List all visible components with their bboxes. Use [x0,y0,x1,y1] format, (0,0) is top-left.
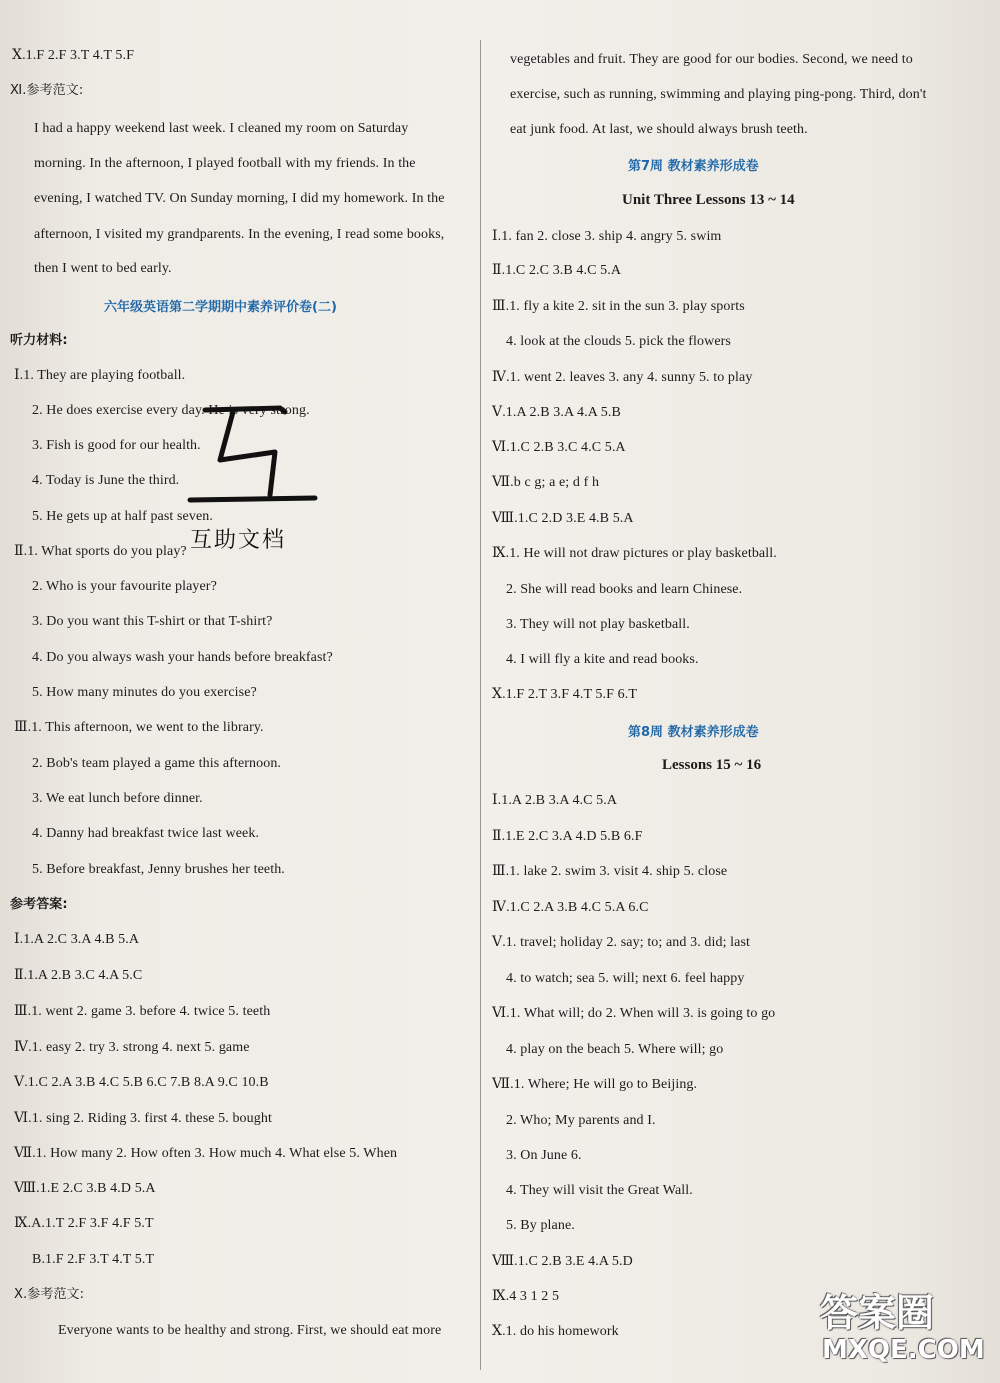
answer-line: Ⅵ.1. What will; do 2. When will 3. is going to go [492,1006,776,1021]
answer-line: B.1.F 2.F 3.T 4.T 5.T [32,1252,155,1267]
answer-line: Ⅱ.1.A 2.B 3.C 4.A 5.C [14,968,143,983]
answer-line: Ⅴ.1. travel; holiday 2. say; to; and 3. did; last [492,935,751,950]
answer-line: 3. Do you want this T-shirt or that T-shirt? [32,614,273,629]
answer-line: Ⅸ.4 3 1 2 5 [492,1289,560,1304]
answer-line: Ⅷ.1.C 2.B 3.E 4.A 5.D [492,1254,633,1269]
essay-line: evening, I watched TV. On Sunday morning, I did my homework. In the [34,191,445,206]
answer-line: Ⅰ.1. fan 2. close 3. ship 4. angry 5. swim [492,229,722,244]
answer-line: 5. Before breakfast, Jenny brushes her teeth. [32,862,285,877]
essay-line: I had a happy weekend last week. I cleaned my room on Saturday [34,121,409,136]
answer-line: Ⅷ.1.E 2.C 3.B 4.D 5.A [14,1181,156,1196]
unit-heading: Unit Three Lessons 13 ~ 14 [622,192,795,208]
essay-line: afternoon, I visited my grandparents. In the evening, I read some books, [34,227,445,242]
answer-line: 2. Who; My parents and I. [506,1113,656,1128]
answer-line: Ⅳ.1. easy 2. try 3. strong 4. next 5. game [14,1040,250,1055]
answer-line: 4. I will fly a kite and read books. [506,652,699,667]
answer-line: Ⅵ.1. sing 2. Riding 3. first 4. these 5. bought [14,1111,272,1126]
answer-line: Ⅶ.b c g; a e; d f h [492,475,600,490]
answer-line: Ⅸ.A.1.T 2.F 3.F 4.F 5.T [14,1216,154,1231]
answer-line: Ⅹ.1.F 2.F 3.T 4.T 5.F [12,48,135,63]
answer-line: Ⅷ.1.C 2.D 3.E 4.B 5.A [492,511,634,526]
section-heading: 第8周 教材素养形成卷 [628,725,759,740]
answer-line: Ⅰ.1.A 2.C 3.A 4.B 5.A [14,932,140,947]
essay-line: Everyone wants to be healthy and strong. First, we should eat more [58,1323,442,1338]
column-divider [480,40,481,1370]
answer-line: Ⅸ.1. He will not draw pictures or play basketball. [492,546,777,561]
answer-line: Ⅶ.1. Where; He will go to Beijing. [492,1077,698,1092]
answer-line: 2. Bob's team played a game this afternoon. [32,756,282,771]
essay-line: then I went to bed early. [34,261,172,276]
answer-line: 3. We eat lunch before dinner. [32,791,203,806]
section-label: Ⅺ.参考范文: [10,83,84,98]
answer-line: 5. By plane. [506,1218,575,1233]
section-label: 听力材料: [10,333,68,348]
answer-line: Ⅴ.1.C 2.A 3.B 4.C 5.B 6.C 7.B 8.A 9.C 10.B [14,1075,269,1090]
answer-line: Ⅶ.1. How many 2. How often 3. How much 4. What else 5. When [14,1146,398,1161]
answer-line: Ⅲ.1. This afternoon, we went to the library. [14,720,264,735]
answer-line: 4. They will visit the Great Wall. [506,1183,693,1198]
answer-line: Ⅹ.1.F 2.T 3.F 4.T 5.F 6.T [492,687,637,702]
answer-line: Ⅹ.1. do his homework [492,1324,619,1339]
answer-line: Ⅲ.1. went 2. game 3. before 4. twice 5. teeth [14,1004,271,1019]
essay-line: eat junk food. At last, we should always brush teeth. [510,122,808,137]
stamp-text: 互助文档 [190,528,287,553]
answer-line: Ⅰ.1.A 2.B 3.A 4.C 5.A [492,793,618,808]
answer-line: 4. play on the beach 5. Where will; go [506,1042,724,1057]
section-label: Ⅹ.参考范文: [14,1287,85,1302]
section-label: 参考答案: [10,897,68,912]
answer-line: Ⅰ.1. They are playing football. [14,368,186,383]
section-heading: 第7周 教材素养形成卷 [628,159,759,174]
answer-line: Ⅳ.1. went 2. leaves 3. any 4. sunny 5. to play [492,370,753,385]
answer-line: 5. How many minutes do you exercise? [32,685,257,700]
essay-line: exercise, such as running, swimming and playing ping-pong. Third, don't [510,87,927,102]
watermark-logo: 答案圈 [820,1291,935,1335]
section-heading: 六年级英语第二学期期中素养评价卷(二) [104,300,337,315]
answer-line: 2. He does exercise every day. He is very strong. [32,403,310,418]
answer-line: Ⅲ.1. fly a kite 2. sit in the sun 3. play sports [492,299,745,314]
answer-line: 4. Do you always wash your hands before breakfast? [32,650,333,665]
answer-line: 4. look at the clouds 5. pick the flowers [506,334,731,349]
watermark-url: MXQE.COM [822,1335,985,1365]
answer-line: Ⅱ.1.E 2.C 3.A 4.D 5.B 6.F [492,829,643,844]
essay-line: vegetables and fruit. They are good for our bodies. Second, we need to [510,52,913,67]
answer-line: Ⅱ.1.C 2.C 3.B 4.C 5.A [492,263,622,278]
answer-line: Ⅳ.1.C 2.A 3.B 4.C 5.A 6.C [492,900,649,915]
answer-line: 2. She will read books and learn Chinese. [506,582,743,597]
answer-line: 2. Who is your favourite player? [32,579,217,594]
answer-line: 5. He gets up at half past seven. [32,509,213,524]
answer-line: 4. to watch; sea 5. will; next 6. feel happy [506,971,745,986]
answer-line: 4. Today is June the third. [32,473,180,488]
answer-line: 3. On June 6. [506,1148,582,1163]
answer-line: Ⅱ.1. What sports do you play? [14,544,187,559]
answer-line: 3. Fish is good for our health. [32,438,201,453]
answer-line: Ⅴ.1.A 2.B 3.A 4.A 5.B [492,405,621,420]
answer-line: Ⅲ.1. lake 2. swim 3. visit 4. ship 5. close [492,864,728,879]
unit-heading: Lessons 15 ~ 16 [662,757,762,773]
answer-line: Ⅵ.1.C 2.B 3.C 4.C 5.A [492,440,626,455]
answer-line: 3. They will not play basketball. [506,617,690,632]
essay-line: morning. In the afternoon, I played football with my friends. In the [34,156,416,171]
answer-line: 4. Danny had breakfast twice last week. [32,826,260,841]
